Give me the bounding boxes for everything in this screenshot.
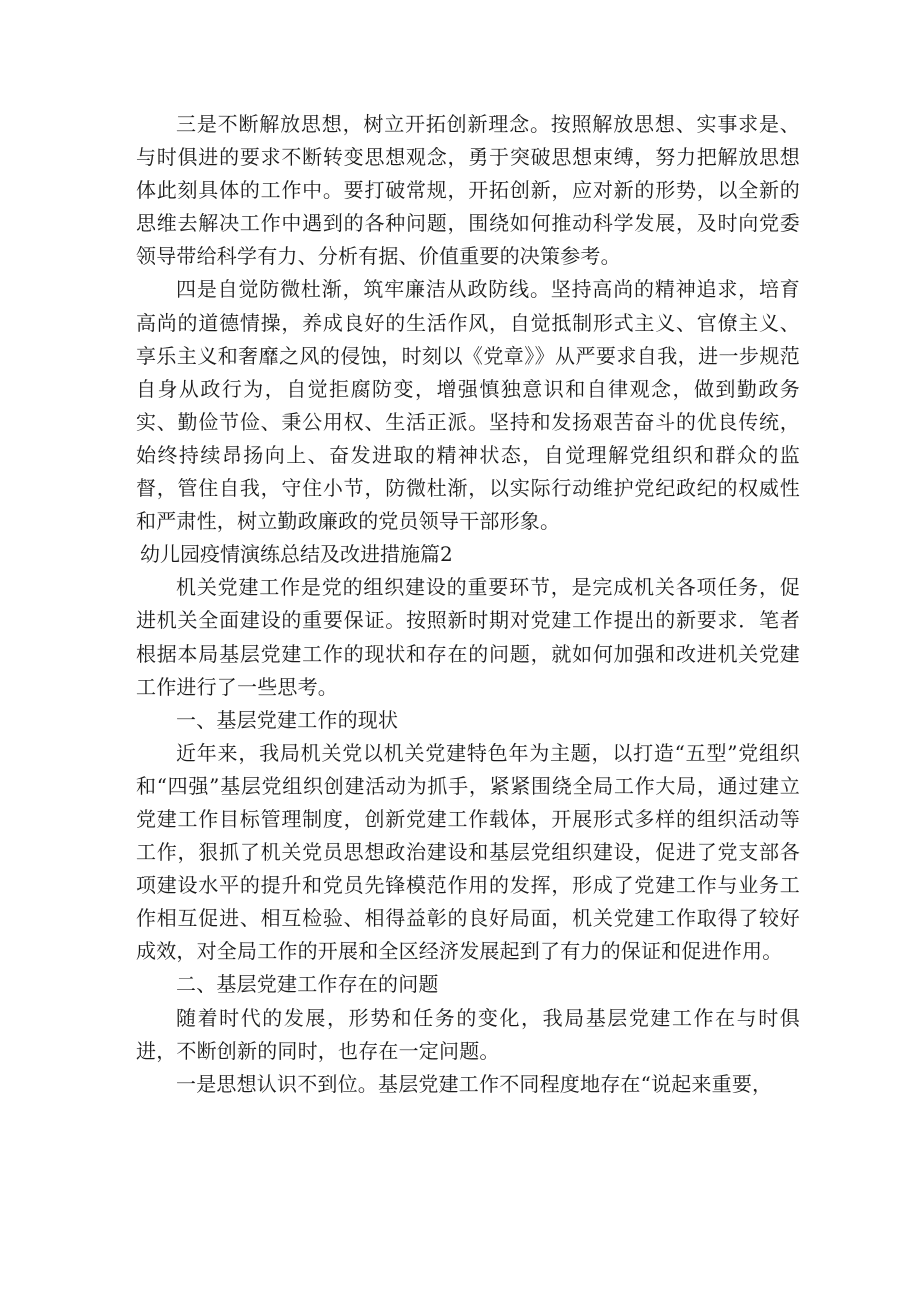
section-title: 幼儿园疫情演练总结及改进措施篇2 bbox=[140, 542, 453, 567]
document-body bbox=[136, 108, 800, 1101]
paragraph-intro: 机关党建工作是党的组织建设的重要环节，是完成机关各项任务，促进机关全面建设的重要保证。按照新时期对党建工作提出的新要求．笔者根据本局基层党建工作的现状和存在的问题，就如何加强和改进机关党建工作进行了一些思考。 bbox=[136, 575, 800, 699]
subheading-problems: 二、基层党建工作存在的问题 bbox=[176, 972, 439, 997]
paragraph-current-status: 近年来，我局机关党以机关党建特色年为主题，以打造“五型”党组织和“四强”基层党组织创建活动为抓手，紧紧围绕全局工作大局，通过建立党建工作目标管理制度，创新党建工作载体，开展形式多样的组织活动等工作，狠抓了机关党员思想政治建设和基层党组织建设，促进了党支部各项建设水平的提升和党员先锋模范作用的发挥，形成了党建工作与业务工作相互促进、相互检验、相得益彰的良好局面，机关党建工作取得了较好成效，对全局工作的开展和全区经济发展起到了有力的保证和促进作用。 bbox=[136, 740, 800, 964]
paragraph-problems-intro: 随着时代的发展，形势和任务的变化，我局基层党建工作在与时俱进，不断创新的同时，也存在一定问题。 bbox=[136, 1005, 800, 1063]
subheading-current-status: 一、基层党建工作的现状 bbox=[176, 707, 399, 732]
paragraph-problem-one: 一是思想认识不到位。基层党建工作不同程度地存在“说起来重要， bbox=[176, 1071, 773, 1096]
paragraph-open-mind: 三是不断解放思想，树立开拓创新理念。按照解放思想、实事求是、与时俱进的要求不断转变思想观念，勇于突破思想束缚，努力把解放思想体此刻具体的工作中。要打破常规，开拓创新，应对新的形势，以全新的思维去解决工作中遇到的各种问题，围绕如何推动科学发展，及时向党委领导带给科学有力、分析有据、价值重要的决策参考。 bbox=[136, 112, 800, 269]
paragraph-anti-corruption: 四是自觉防微杜渐，筑牢廉洁从政防线。坚持高尚的精神追求，培育高尚的道德情操，养成良好的生活作风，自觉抵制形式主义、官僚主义、享乐主义和奢靡之风的侵蚀，时刻以《党章》》从严要求自我，进一步规范自身从政行为，自觉拒腐防变，增强慎独意识和自律观念，做到勤政务实、勤俭节俭、秉公用权、生活正派。坚持和发扬艰苦奋斗的优良传统，始终持续昂扬向上、奋发进取的精神状态，自觉理解党组织和群众的监督，管住自我，守住小节，防微杜渐，以实际行动维护党纪政纪的权威性和严肃性，树立勤政廉政的党员领导干部形象。 bbox=[136, 277, 800, 534]
